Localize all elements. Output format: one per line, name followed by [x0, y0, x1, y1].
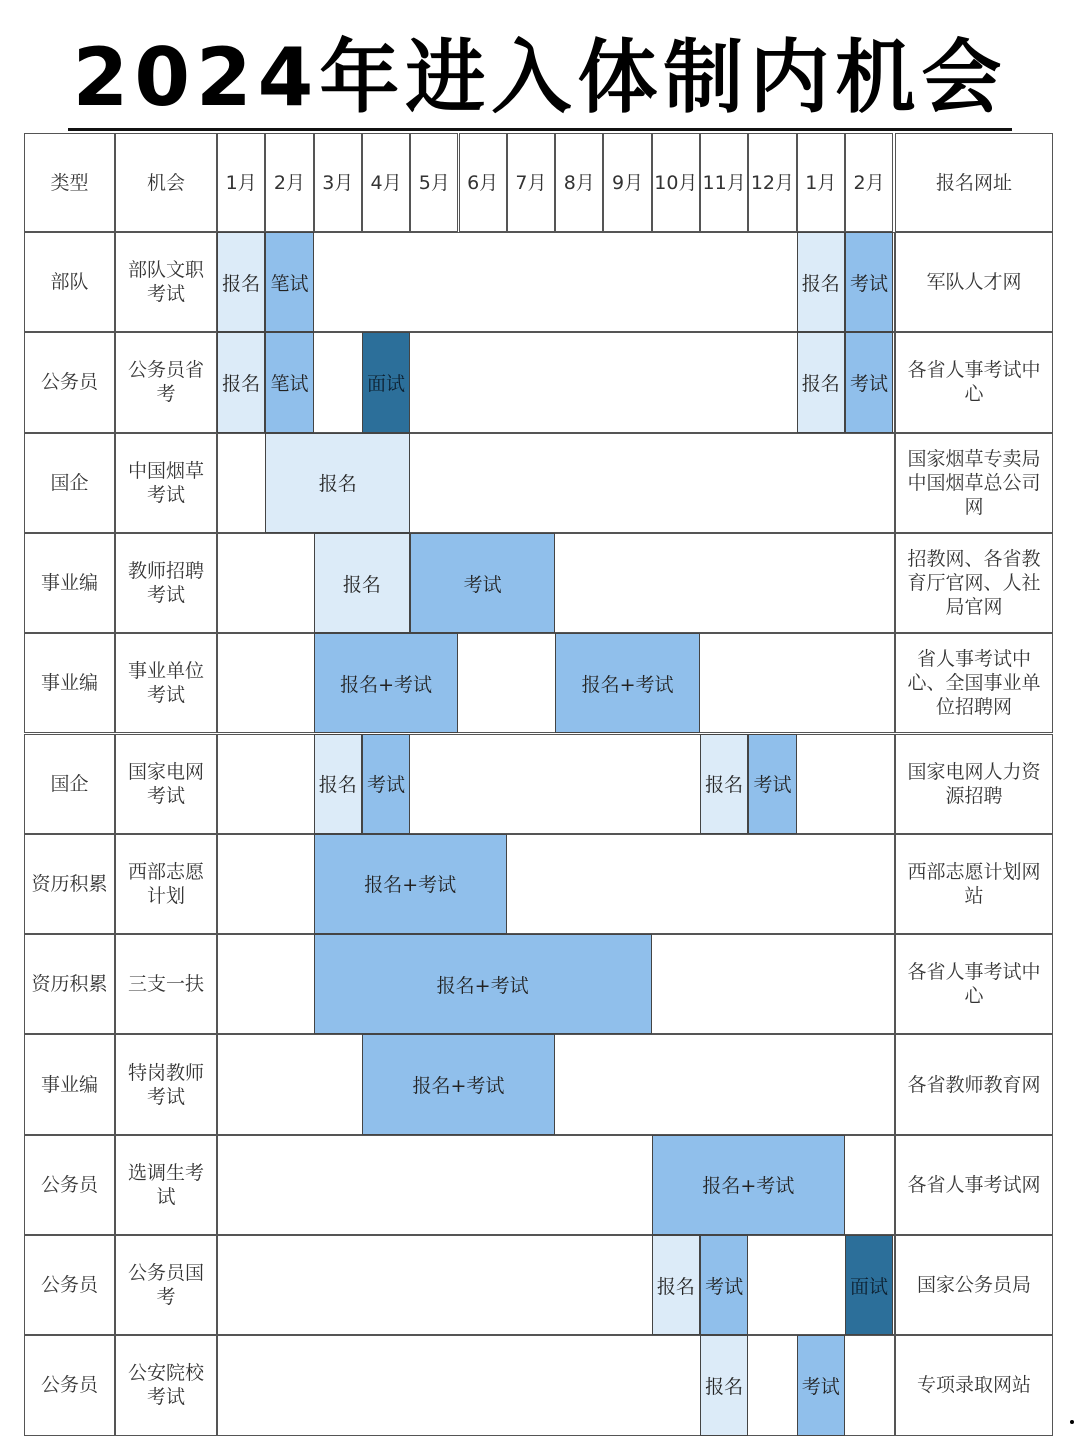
- header-month: 4月: [362, 133, 410, 232]
- row-opportunity: 事业单位考试: [115, 633, 217, 733]
- row-website: 各省人事考试中心: [895, 934, 1053, 1034]
- row-website: 国家电网人力资源招聘: [895, 734, 1053, 834]
- row-timeline: [217, 1034, 895, 1134]
- header-month: 12月: [748, 133, 796, 232]
- schedule-bar: 考试: [700, 1235, 748, 1335]
- schedule-bar: 考试: [748, 734, 796, 834]
- schedule-bar: 报名: [265, 433, 410, 533]
- row-opportunity: 中国烟草考试: [115, 433, 217, 533]
- schedule-bar: 考试: [845, 232, 893, 332]
- row-website: 国家烟草专卖局中国烟草总公司网: [895, 433, 1053, 533]
- row-opportunity: 公务员省考: [115, 332, 217, 432]
- schedule-bar: 报名: [217, 332, 265, 432]
- page-title: 2024年进入体制内机会: [72, 31, 1008, 124]
- row-opportunity: 部队文职考试: [115, 232, 217, 332]
- schedule-bar: 报名: [314, 734, 362, 834]
- row-type: 资历积累: [24, 834, 115, 934]
- row-website: 省人事考试中心、全国事业单位招聘网: [895, 633, 1053, 733]
- header-month: 9月: [603, 133, 651, 232]
- row-opportunity: 三支一扶: [115, 934, 217, 1034]
- schedule-bar: 笔试: [265, 332, 313, 432]
- row-type: 公务员: [24, 332, 115, 432]
- row-type: 事业编: [24, 633, 115, 733]
- row-website: 专项录取网站: [895, 1335, 1053, 1435]
- row-type: 事业编: [24, 533, 115, 633]
- row-website: 西部志愿计划网站: [895, 834, 1053, 934]
- schedule-bar: 报名+考试: [314, 834, 507, 934]
- header-month: 3月: [314, 133, 362, 232]
- row-type: 部队: [24, 232, 115, 332]
- header-opportunity: 机会: [115, 133, 217, 232]
- row-website: 各省人事考试中心: [895, 332, 1053, 432]
- schedule-bar: 考试: [410, 533, 555, 633]
- schedule-bar: 考试: [362, 734, 410, 834]
- schedule-bar: 报名: [797, 332, 845, 432]
- row-type: 公务员: [24, 1235, 115, 1335]
- row-website: 各省教师教育网: [895, 1034, 1053, 1134]
- row-website: 国家公务员局: [895, 1235, 1053, 1335]
- header-website: 报名网址: [895, 133, 1053, 232]
- schedule-bar: 面试: [845, 1235, 893, 1335]
- row-type: 资历积累: [24, 934, 115, 1034]
- row-type: 公务员: [24, 1335, 115, 1435]
- header-month: 2月: [265, 133, 313, 232]
- row-timeline: [217, 1335, 895, 1435]
- row-website: 军队人才网: [895, 232, 1053, 332]
- row-type: 国企: [24, 433, 115, 533]
- row-website: 各省人事考试网: [895, 1135, 1053, 1235]
- header-month: 8月: [555, 133, 603, 232]
- row-website: 招教网、各省教育厅官网、人社局官网: [895, 533, 1053, 633]
- row-timeline: [217, 232, 895, 332]
- schedule-bar: 笔试: [265, 232, 313, 332]
- header-month: 1月: [217, 133, 265, 232]
- corner-dot: [1070, 1420, 1074, 1424]
- row-opportunity: 公安院校考试: [115, 1335, 217, 1435]
- schedule-bar: 报名: [700, 1335, 748, 1435]
- schedule-bar: 报名: [797, 232, 845, 332]
- header-month: 11月: [700, 133, 748, 232]
- schedule-bar: 报名+考试: [652, 1135, 845, 1235]
- schedule-bar: 面试: [362, 332, 410, 432]
- schedule-bar: 报名+考试: [314, 934, 652, 1034]
- schedule-bar: 报名+考试: [362, 1034, 555, 1134]
- header-month: 10月: [652, 133, 700, 232]
- schedule-bar: 报名+考试: [555, 633, 700, 733]
- header-month: 5月: [410, 133, 458, 232]
- row-opportunity: 国家电网考试: [115, 734, 217, 834]
- row-type: 事业编: [24, 1034, 115, 1134]
- header-type: 类型: [24, 133, 115, 232]
- row-opportunity: 教师招聘考试: [115, 533, 217, 633]
- header-month: 6月: [459, 133, 507, 232]
- row-opportunity: 选调生考试: [115, 1135, 217, 1235]
- schedule-bar: 考试: [845, 332, 893, 432]
- row-opportunity: 西部志愿计划: [115, 834, 217, 934]
- header-month: 2月: [845, 133, 893, 232]
- schedule-bar: 报名+考试: [314, 633, 459, 733]
- row-type: 公务员: [24, 1135, 115, 1235]
- header-month: 7月: [507, 133, 555, 232]
- row-opportunity: 公务员国考: [115, 1235, 217, 1335]
- row-timeline: [217, 332, 895, 432]
- schedule-bar: 考试: [797, 1335, 845, 1435]
- header-month: 1月: [797, 133, 845, 232]
- schedule-bar: 报名: [652, 1235, 700, 1335]
- row-timeline: [217, 1235, 895, 1335]
- row-type: 国企: [24, 734, 115, 834]
- schedule-bar: 报名: [217, 232, 265, 332]
- schedule-bar: 报名: [314, 533, 411, 633]
- row-opportunity: 特岗教师考试: [115, 1034, 217, 1134]
- schedule-bar: 报名: [700, 734, 748, 834]
